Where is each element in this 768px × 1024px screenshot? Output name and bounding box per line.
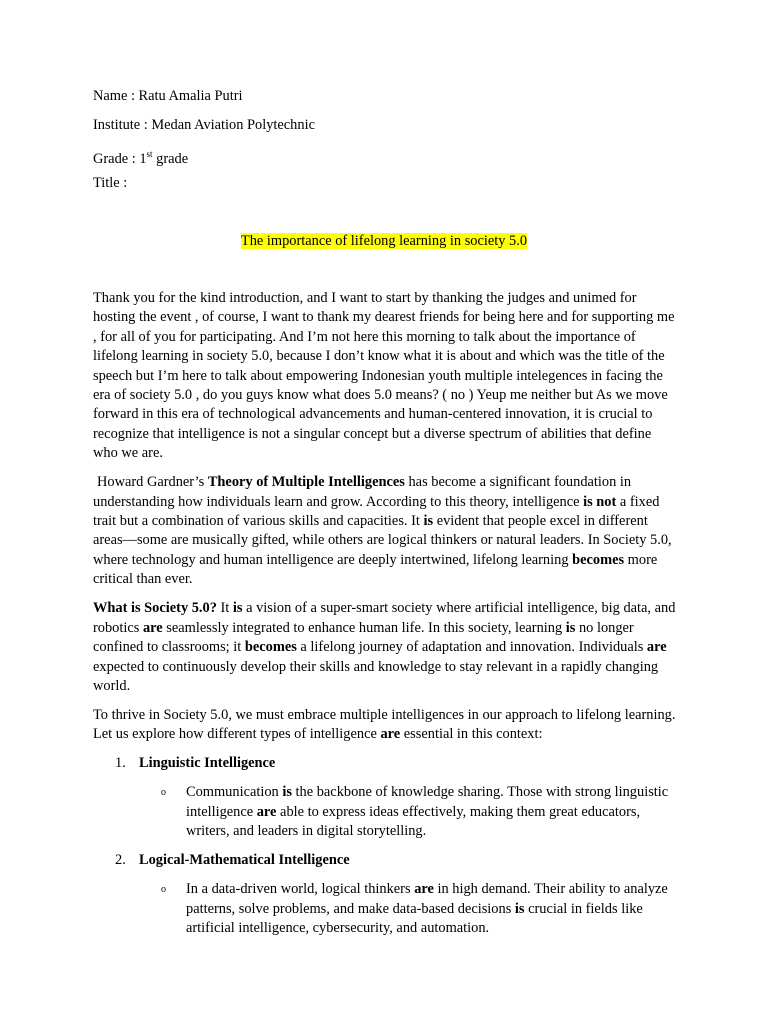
bold-run: is <box>514 900 525 917</box>
bold-run: is <box>232 600 243 617</box>
paragraph-introduction: Thank you for the kind introduction, and I want to start by thanking the judges and unimed for hosting the event , of course, I want to thank my dearest friends for being here and for supporting me , for all of you for participating. And I’m not here this morning to talk about the importance of lifelong learning in society 5.0, because I don’t know what it is about and which was the title of the speech but I’m here to talk about empowering Indonesian youth multiple intelegences in facing the era of society 5.0 , do you guys know what does 5.0 means? ( no ) Yeup me neither but As we move forward in this era of technological advancements and human-centered innovation, it is crucial to recognize that intelligence is not a singular concept but a diverse spectrum of abilities that define who we are. <box>93 290 675 462</box>
sub-bullet <box>93 783 678 841</box>
bold-run: is not <box>583 493 617 510</box>
text-run: essential in this context: <box>400 726 543 743</box>
sub-bullet <box>93 880 678 938</box>
grade-suffix: grade <box>152 150 189 167</box>
text-run: has become a significant foundation in understanding how individuals learn and grow. According to this theory, intelligence <box>93 474 632 510</box>
bold-run: are <box>142 619 163 636</box>
text-run: a fixed trait but a combination of various skills and capacities. It <box>93 493 660 530</box>
list-item-heading-line <box>93 754 678 773</box>
list-number: 2. <box>115 852 126 869</box>
title-label: Title : <box>93 175 128 191</box>
bold-run: is <box>282 784 292 801</box>
list-item-heading-line <box>93 851 678 870</box>
text-run: the backbone of knowledge sharing. Those with strong linguistic intelligence <box>186 784 669 820</box>
grade-superscript: st <box>146 149 153 159</box>
text-run: able to express ideas effectively, making them great educators, writers, and leaders in digital storytelling. <box>186 803 641 840</box>
list-item <box>93 754 678 841</box>
paragraph-gardner <box>93 473 678 589</box>
document-title <box>0 232 768 251</box>
text-run: In a data-driven world, logical thinkers <box>186 881 415 898</box>
text-run: a lifelong journey of adaptation and innovation. Individuals <box>296 639 647 656</box>
name-line: Name : Ratu Amalia Putri <box>93 88 243 104</box>
bold-run: What is Society 5.0? <box>93 600 217 617</box>
text-run: in high demand. Their ability to analyze patterns, solve problems, and make data-based decisions <box>186 881 668 917</box>
bold-run: Theory of Multiple Intelligences <box>207 474 405 491</box>
text-run: more critical than ever. <box>93 551 658 588</box>
text-run: crucial in fields like artificial intelligence, cybersecurity, and automation. <box>186 900 643 936</box>
intelligence-list <box>93 754 678 938</box>
list-number: 1. <box>115 755 126 772</box>
list-item <box>93 851 678 938</box>
grade-prefix: Grade : 1 <box>93 150 147 167</box>
text-run: It <box>216 600 233 617</box>
text-run: To thrive in Society 5.0, we must embrace multiple intelligences in our approach to lifelong learning. Let us explore how different types of intelligence <box>93 706 676 743</box>
text-run: Communication <box>186 784 283 801</box>
text-run: evident that people excel in different areas—some are musically gifted, while others are logical thinkers or natural leaders. In Society 5.0, where technology and human intelligence are deeply intertwined, lifelong learning <box>93 513 672 568</box>
bold-run: is <box>423 513 434 530</box>
highlighted-title: The importance of lifelong learning in society 5.0 <box>240 233 528 249</box>
bold-run: are <box>414 881 434 898</box>
bold-run: becomes <box>572 551 625 568</box>
text-run: Howard Gardner’s <box>97 474 208 491</box>
grade-line <box>93 145 188 169</box>
circle-bullet-icon: o <box>161 884 166 896</box>
bold-run: becomes <box>244 639 297 656</box>
speech-body <box>93 289 678 948</box>
circle-bullet-icon: o <box>161 787 166 799</box>
paragraph-society-5 <box>93 599 678 696</box>
bold-run: are <box>256 803 277 820</box>
paragraph-thrive <box>93 706 678 745</box>
text-run: expected to continuously develop their skills and knowledge to stay relevant in a rapidly changing world. <box>93 658 659 694</box>
text-run: no longer confined to classrooms; it <box>93 619 634 656</box>
list-heading: Logical-Mathematical Intelligence <box>139 852 350 869</box>
bold-run: are <box>380 726 401 743</box>
bold-run: are <box>646 639 667 656</box>
bold-run: is <box>565 619 576 636</box>
text-run: seamlessly integrated to enhance human life. In this society, learning <box>162 619 566 636</box>
institute-line: Institute : Medan Aviation Polytechnic <box>93 117 315 133</box>
text-run: a vision of a super-smart society where artificial intelligence, big data, and robotics <box>93 600 676 636</box>
list-heading: Linguistic Intelligence <box>139 755 276 772</box>
